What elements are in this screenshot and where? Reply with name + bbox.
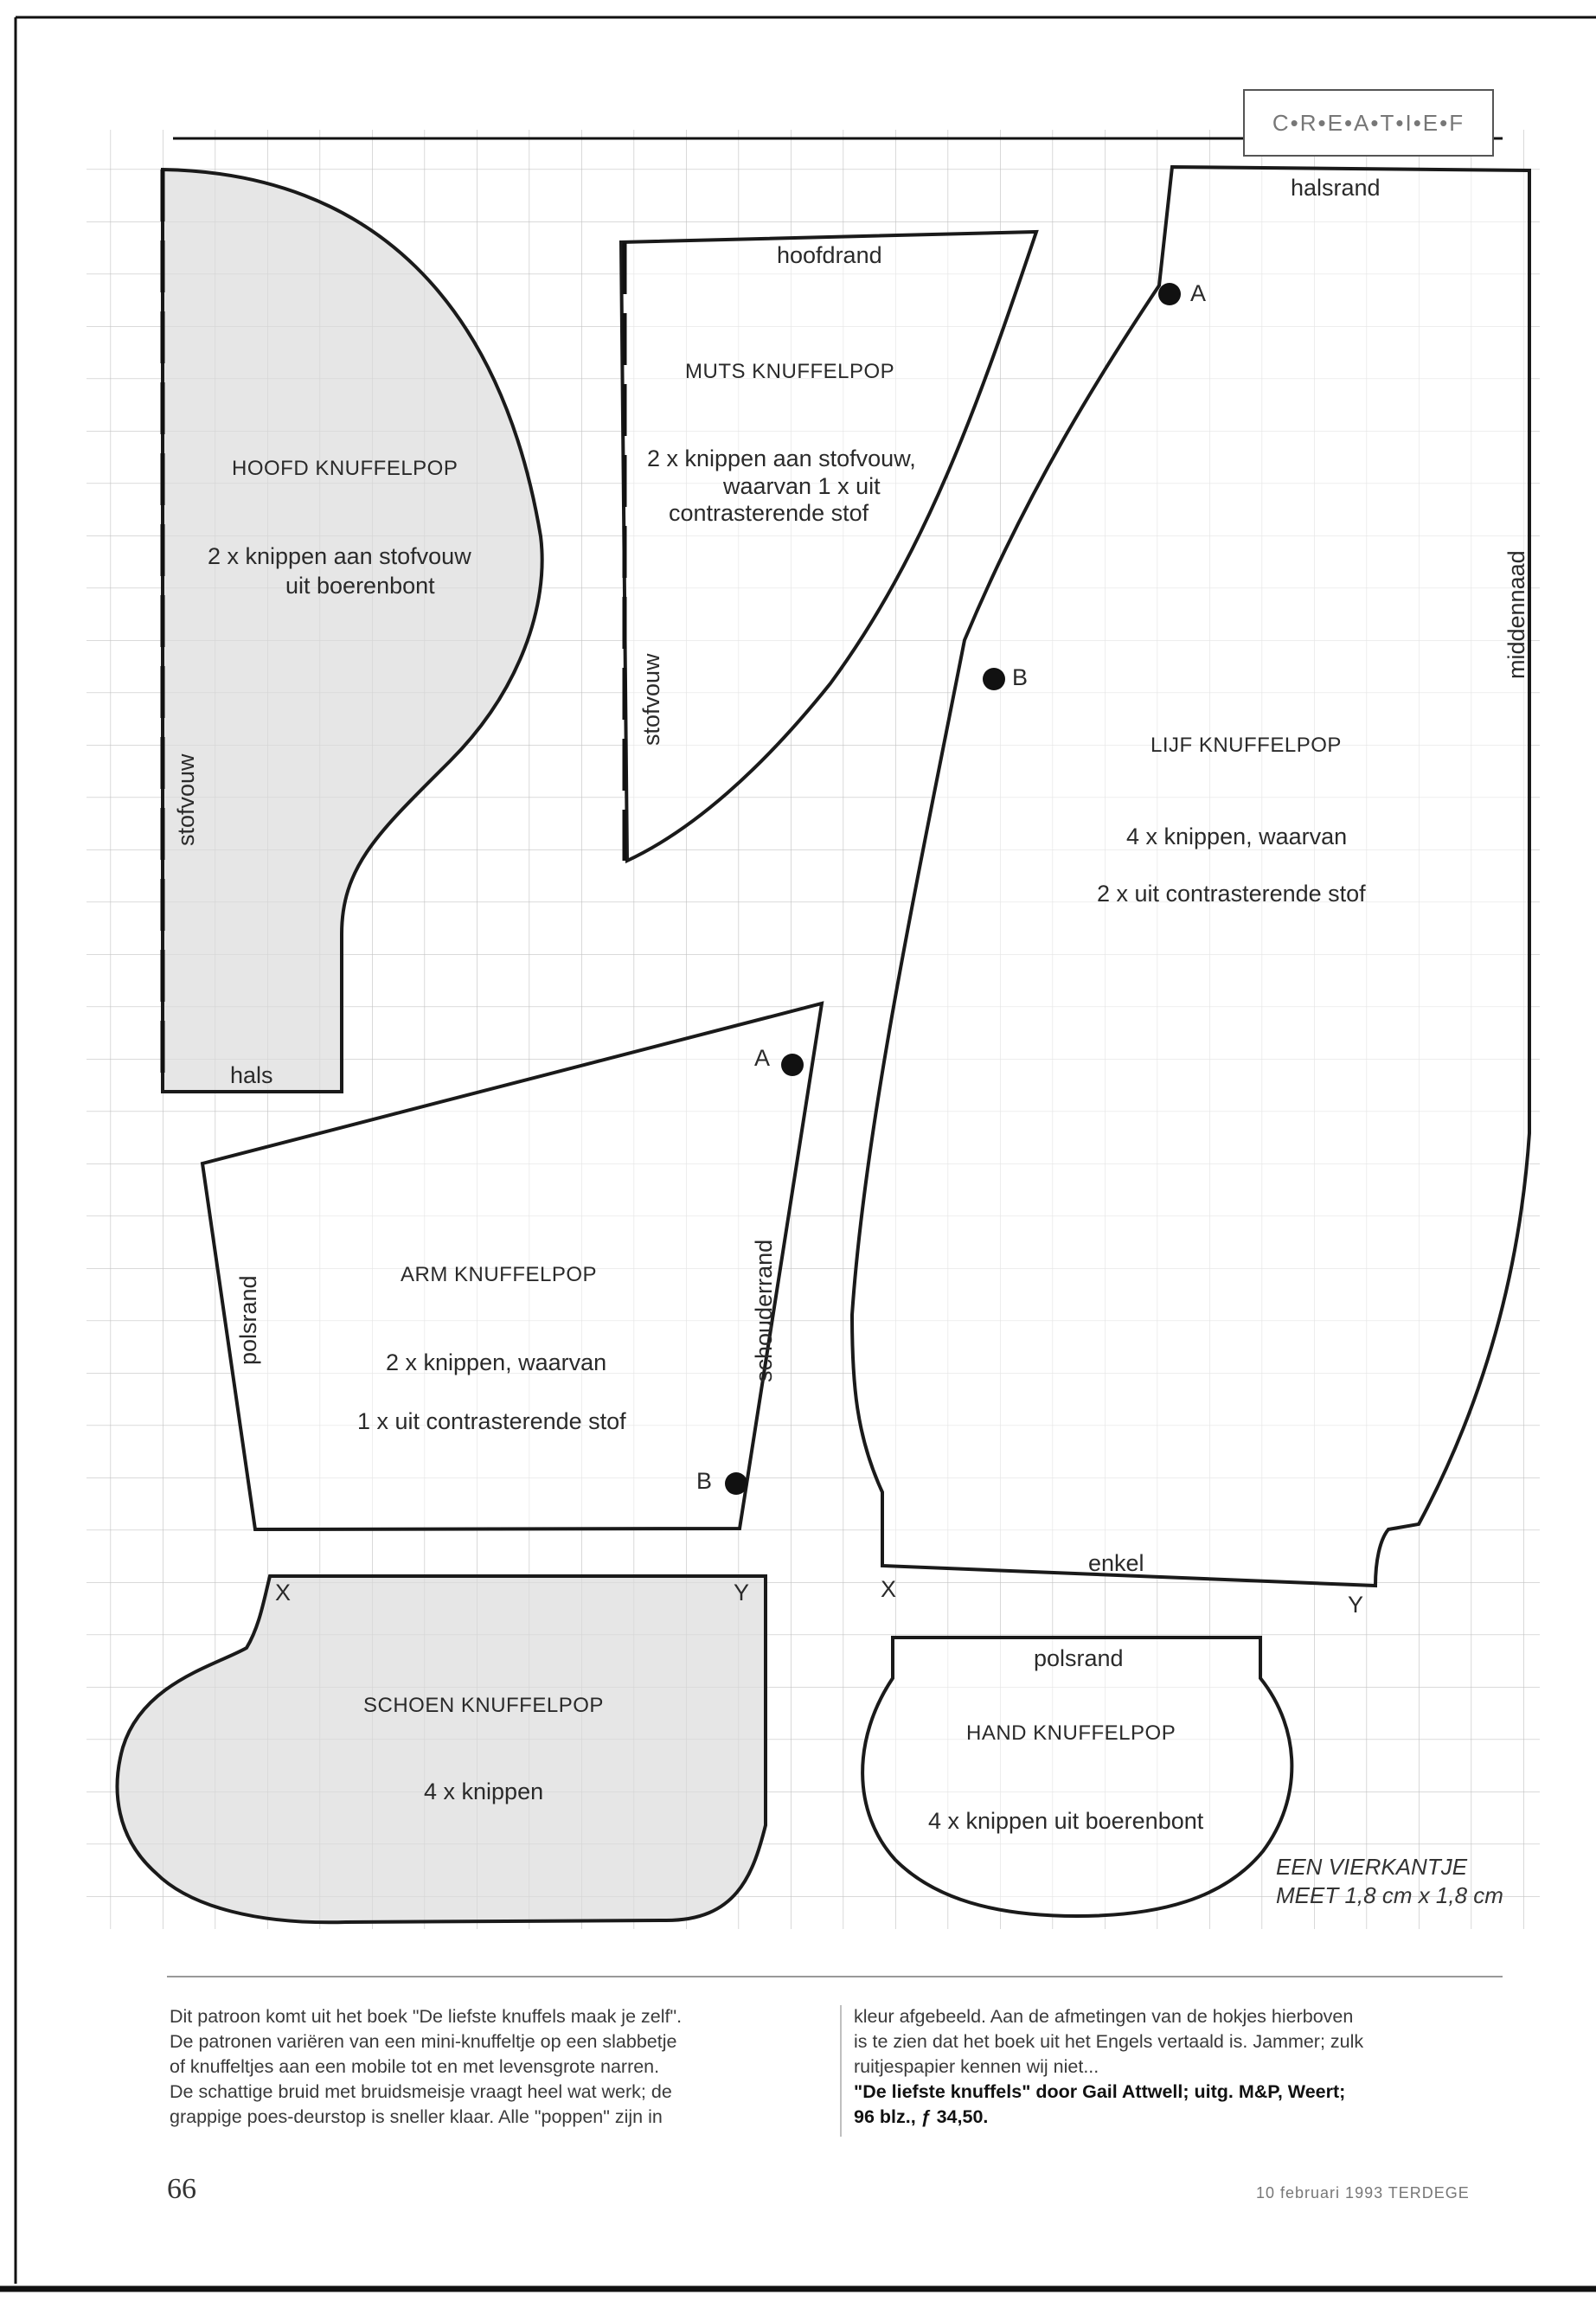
muts-fold-label: stofvouw xyxy=(638,653,664,746)
article-col1-line: Dit patroon komt uit het boek "De liefste knuffels maak je zelf". xyxy=(170,2006,683,2027)
schoen-title: SCHOEN KNUFFELPOP xyxy=(363,1694,604,1717)
page-number: 66 xyxy=(167,2173,196,2205)
article-col1-line: of knuffeltjes aan een mobile tot en met levensgrote narren. xyxy=(170,2056,660,2077)
lijf-mark-a-dot xyxy=(1158,283,1181,305)
article-column-1 xyxy=(170,2004,682,2130)
arm-mark-b: B xyxy=(696,1468,713,1494)
article-col2-line: kleur afgebeeld. Aan de afmetingen van de hokjes hierboven xyxy=(854,2006,1354,2027)
hoofd-instruction-2: uit boerenbont xyxy=(285,573,435,599)
arm-edge-right: schouderrand xyxy=(751,1239,777,1382)
book-credit-2 xyxy=(854,2105,1363,2130)
muts-title: MUTS KNUFFELPOP xyxy=(685,360,895,383)
arm-title: ARM KNUFFELPOP xyxy=(401,1263,598,1286)
article-col1-line: De schattige bruid met bruidsmeisje vraagt heel wat werk; de xyxy=(170,2081,672,2102)
lijf-instruction-2: 2 x uit contrasterende stof xyxy=(1097,881,1366,907)
article-col1-line: grappige poes-deurstop is sneller klaar. Alle "poppen" zijn in xyxy=(170,2106,663,2127)
measure-note-2: MEET 1,8 cm x 1,8 cm xyxy=(1276,1882,1503,1908)
lijf-instruction-1: 4 x knippen, waarvan xyxy=(1126,824,1348,849)
lijf-mark-y: Y xyxy=(1348,1592,1364,1618)
arm-mark-a-dot xyxy=(781,1054,804,1076)
arm-mark-a: A xyxy=(754,1045,771,1071)
lijf-mark-b: B xyxy=(1012,664,1029,690)
lijf-title: LIJF KNUFFELPOP xyxy=(1151,734,1342,757)
lijf-edge-bottom: enkel xyxy=(1088,1550,1144,1576)
measure-note-1: EEN VIERKANTJE xyxy=(1276,1854,1468,1880)
article-column-2 xyxy=(854,2004,1363,2130)
schoen-instruction-1: 4 x knippen xyxy=(424,1779,544,1804)
arm-mark-b-dot xyxy=(725,1472,747,1495)
muts-edge-top: hoofdrand xyxy=(777,242,882,268)
muts-instruction-3: contrasterende stof xyxy=(669,500,869,526)
hoofd-instruction-1: 2 x knippen aan stofvouw xyxy=(208,543,471,569)
schoen-mark-y: Y xyxy=(734,1580,750,1606)
muts-instruction-2: waarvan 1 x uit xyxy=(723,473,881,499)
brand-label: C•R•E•A•T•I•E•F xyxy=(1243,89,1494,157)
hand-piece-outline xyxy=(862,1638,1292,1916)
lijf-mark-a: A xyxy=(1190,280,1207,306)
muts-instruction-1: 2 x knippen aan stofvouw, xyxy=(647,445,916,471)
arm-instruction-1: 2 x knippen, waarvan xyxy=(386,1349,607,1375)
arm-edge-left: polsrand xyxy=(235,1275,261,1365)
lijf-mark-b-dot xyxy=(983,668,1005,690)
article-col1-line: De patronen variëren van een mini-knuffeltje op een slabbetje xyxy=(170,2031,677,2052)
lijf-edge-side: middennaad xyxy=(1503,550,1529,679)
hand-edge-top: polsrand xyxy=(1034,1645,1124,1671)
lijf-mark-x: X xyxy=(881,1576,897,1602)
book-credit-line-1: "De liefste knuffels" door Gail Attwell; uitg. M&P, Weert; xyxy=(854,2081,1346,2102)
arm-instruction-2: 1 x uit contrasterende stof xyxy=(357,1408,626,1434)
hoofd-fold-label: stofvouw xyxy=(173,753,199,846)
hand-title: HAND KNUFFELPOP xyxy=(966,1721,1176,1745)
hoofd-edge-label: hals xyxy=(230,1062,273,1088)
book-credit xyxy=(854,2080,1363,2105)
schoen-mark-x: X xyxy=(275,1580,292,1606)
article-col2-line: is te zien dat het boek uit het Engels vertaald is. Jammer; zulk xyxy=(854,2031,1364,2052)
hoofd-title: HOOFD KNUFFELPOP xyxy=(232,457,458,480)
article-col2-line: ruitjespapier kennen wij niet... xyxy=(854,2056,1099,2077)
book-credit-line-2: 96 blz., ƒ 34,50. xyxy=(854,2106,989,2127)
lijf-edge-top: halsrand xyxy=(1291,175,1381,201)
hand-instruction-1: 4 x knippen uit boerenbont xyxy=(928,1808,1204,1834)
issue-footer: 10 februari 1993 TERDEGE xyxy=(1256,2184,1470,2202)
